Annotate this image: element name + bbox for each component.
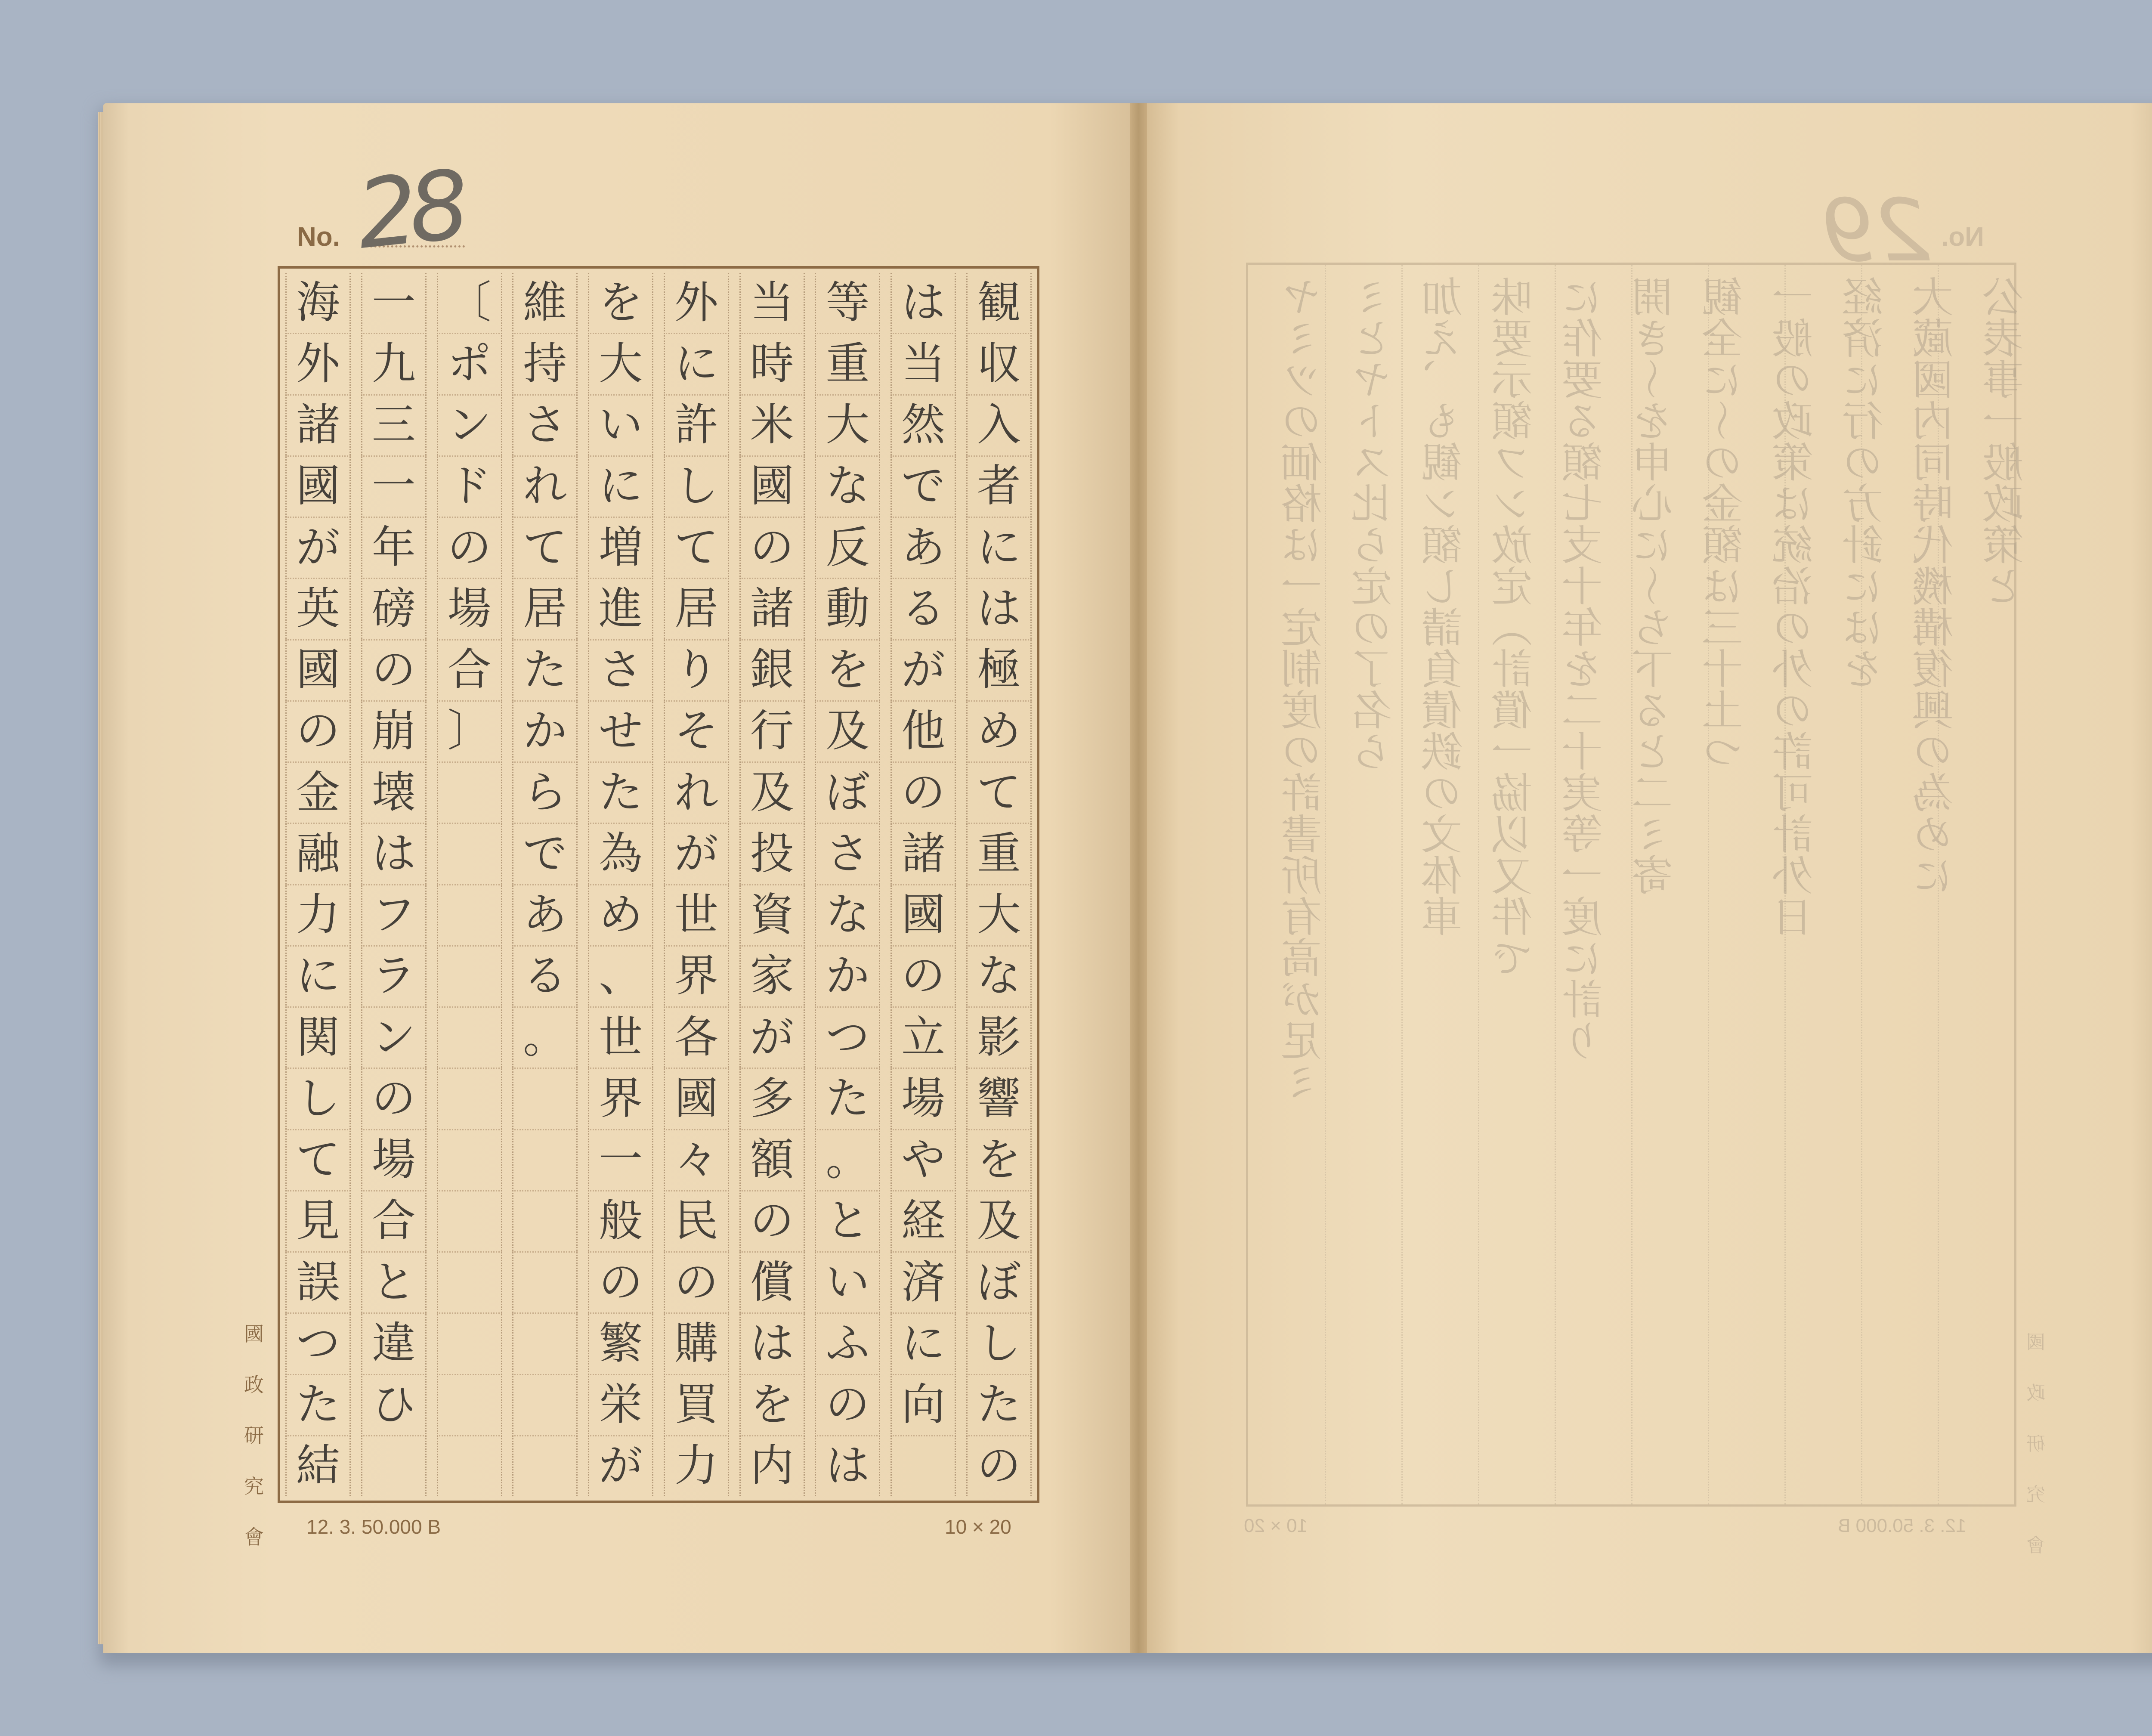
manuscript-cell: ポ	[437, 334, 502, 395]
manuscript-cell: が	[664, 824, 729, 885]
manuscript-cell	[437, 1130, 502, 1191]
manuscript-cell	[437, 885, 502, 947]
manuscript-cell: の	[588, 1253, 653, 1314]
manuscript-cell: 一	[588, 1130, 653, 1191]
manuscript-cell: 重	[815, 334, 880, 395]
manuscript-cell: を	[815, 641, 880, 702]
manuscript-cell: の	[890, 947, 956, 1008]
manuscript-cell: 融	[285, 824, 351, 885]
manuscript-cell: 観	[966, 273, 1032, 334]
manuscript-cell: と	[361, 1253, 427, 1314]
manuscript-cell: 一	[361, 457, 427, 518]
manuscript-cell: 大	[815, 396, 880, 457]
manuscript-cell: 諸	[285, 396, 351, 457]
manuscript-cell: 〕	[437, 702, 502, 763]
manuscript-cell: の	[361, 1069, 427, 1130]
ghost-grid-size-label: 10 × 20	[1244, 1515, 1308, 1536]
manuscript-cell: 進	[588, 579, 653, 640]
manuscript-cell: で	[890, 457, 956, 518]
manuscript-cell: 金	[285, 763, 351, 824]
manuscript-cell: 当	[890, 334, 956, 395]
manuscript-cell	[437, 947, 502, 1008]
manuscript-cell: り	[664, 641, 729, 702]
manuscript-cell: な	[966, 947, 1032, 1008]
manuscript-cell: の	[664, 1253, 729, 1314]
manuscript-cell: 世	[664, 885, 729, 947]
manuscript-cell: さ	[815, 824, 880, 885]
manuscript-column	[739, 273, 805, 1496]
manuscript-cell: 結	[296, 1440, 340, 1492]
manuscript-cell: や	[890, 1130, 956, 1191]
manuscript-cell: 収	[966, 334, 1032, 395]
manuscript-cell: め	[966, 702, 1032, 763]
manuscript-cell: た	[588, 763, 653, 824]
manuscript-cell	[437, 763, 502, 824]
manuscript-cell: 者	[966, 457, 1032, 518]
manuscript-cell: 購	[664, 1314, 729, 1375]
manuscript-cell: し	[664, 457, 729, 518]
manuscript-cell: い	[815, 1253, 880, 1314]
manuscript-cell: 及	[815, 702, 880, 763]
manuscript-cell: 及	[739, 763, 805, 824]
manuscript-cell: に	[285, 947, 351, 1008]
manuscript-cell: 米	[739, 396, 805, 457]
manuscript-cell: 家	[739, 947, 805, 1008]
manuscript-cell: 動	[815, 579, 880, 640]
manuscript-cell: 違	[361, 1314, 427, 1375]
manuscript-cell: が	[599, 1440, 643, 1492]
manuscript-cell	[361, 1436, 427, 1496]
manuscript-cell: 九	[361, 334, 427, 395]
manuscript-cell	[512, 1069, 578, 1130]
ghost-print-code: 12. 3. 50.000 B	[1838, 1515, 1966, 1536]
manuscript-cell	[512, 1436, 578, 1496]
manuscript-cell: る	[512, 947, 578, 1008]
manuscript-cell: 年	[361, 518, 427, 579]
manuscript-cell: に	[890, 1314, 956, 1375]
manuscript-cell: 関	[285, 1008, 351, 1069]
manuscript-cell: 立	[890, 1008, 956, 1069]
manuscript-cell: 為	[588, 824, 653, 885]
manuscript-cell: 及	[966, 1191, 1032, 1253]
manuscript-cell	[437, 1253, 502, 1314]
manuscript-cell: 資	[739, 885, 805, 947]
manuscript-cell: の	[739, 518, 805, 579]
manuscript-cell: 場	[361, 1130, 427, 1191]
manuscript-cell: 銀	[739, 641, 805, 702]
manuscript-cell: 民	[664, 1191, 729, 1253]
manuscript-cell: 極	[966, 641, 1032, 702]
manuscript-cell: て	[512, 518, 578, 579]
manuscript-cell: 居	[512, 579, 578, 640]
manuscript-cell: か	[815, 947, 880, 1008]
manuscript-cell: は	[826, 1440, 870, 1492]
book-gutter	[1130, 103, 1147, 1653]
manuscript-cell: ン	[437, 396, 502, 457]
manuscript-cell: 償	[739, 1253, 805, 1314]
manuscript-cell	[437, 1069, 502, 1130]
manuscript-cell: し	[966, 1314, 1032, 1375]
manuscript-cell: 額	[739, 1130, 805, 1191]
manuscript-cell: 世	[588, 1008, 653, 1069]
manuscript-cell: を	[966, 1130, 1032, 1191]
manuscript-cell: 当	[739, 273, 805, 334]
manuscript-cell: 維	[512, 273, 578, 334]
manuscript-cell: ぼ	[815, 763, 880, 824]
manuscript-column	[437, 273, 502, 1496]
manuscript-cell	[512, 1253, 578, 1314]
manuscript-column	[588, 273, 653, 1496]
manuscript-cell: 買	[664, 1375, 729, 1436]
manuscript-cell: つ	[285, 1314, 351, 1375]
manuscript-cell: 響	[966, 1069, 1032, 1130]
manuscript-cell: 磅	[361, 579, 427, 640]
ghost-page-number-handwritten: 29	[1821, 181, 1930, 281]
manuscript-cell: 場	[890, 1069, 956, 1130]
manuscript-cell: の	[285, 702, 351, 763]
manuscript-grid	[278, 266, 1039, 1503]
manuscript-cell: 力	[285, 885, 351, 947]
manuscript-cell: 崩	[361, 702, 427, 763]
manuscript-cell: 界	[664, 947, 729, 1008]
manuscript-cell: 投	[739, 824, 805, 885]
manuscript-cell: は	[739, 1314, 805, 1375]
manuscript-column	[285, 273, 351, 1496]
manuscript-cell: た	[285, 1375, 351, 1436]
manuscript-cell: ラ	[361, 947, 427, 1008]
manuscript-cell: 。	[815, 1130, 880, 1191]
manuscript-cell: 、	[588, 947, 653, 1008]
manuscript-cell: と	[815, 1191, 880, 1253]
manuscript-cell: 増	[588, 518, 653, 579]
grid-size-label: 10 × 20	[945, 1516, 1011, 1538]
manuscript-cell: 行	[739, 702, 805, 763]
manuscript-column	[890, 273, 956, 1496]
manuscript-cell: ド	[437, 457, 502, 518]
manuscript-cell: 國	[890, 885, 956, 947]
manuscript-cell	[890, 1436, 956, 1496]
manuscript-cell: 外	[664, 273, 729, 334]
ghost-show-through-text: ヤミツの価格は一定制度の許書所有高が足ミ ミとヤトス比ら定の了名ら 加え、も観ン額し請負債鉄の文体車 味要示額フン放定（計償一協以又件で に作要る額七支十年を二十実等一度に計り 開き〜を申心に〜ち下ると二ミ寄 観全に〜の金額は三十土つ 一般の政策は統治の外の許可計外日 経済に行の方針にはを 大蔵國内同時代機構復興の為めに 公表事一般政策と	[1280, 275, 2030, 1102]
manuscript-cell: 國	[285, 641, 351, 702]
manuscript-cell: て	[664, 518, 729, 579]
manuscript-cell: さ	[588, 641, 653, 702]
print-code: 12. 3. 50.000 B	[306, 1516, 441, 1538]
manuscript-cell: に	[664, 334, 729, 395]
manuscript-cell: 國	[664, 1069, 729, 1130]
manuscript-cell: 重	[966, 824, 1032, 885]
manuscript-cell: が	[890, 641, 956, 702]
manuscript-cell: し	[285, 1069, 351, 1130]
manuscript-cell: い	[588, 396, 653, 457]
manuscript-cell: の	[437, 518, 502, 579]
manuscript-cell: 大	[966, 885, 1032, 947]
ghost-publisher-side-label: 國 政 研 究 會	[2026, 1331, 2045, 1557]
manuscript-cell: ン	[361, 1008, 427, 1069]
manuscript-cell: が	[285, 518, 351, 579]
manuscript-cell: を	[588, 273, 653, 334]
manuscript-column	[512, 273, 578, 1496]
manuscript-cell: 入	[966, 396, 1032, 457]
manuscript-cell: つ	[815, 1008, 880, 1069]
manuscript-cell	[437, 1191, 502, 1253]
manuscript-cell: さ	[512, 396, 578, 457]
manuscript-cell: フ	[361, 885, 427, 947]
manuscript-cell: 界	[588, 1069, 653, 1130]
manuscript-cell: め	[588, 885, 653, 947]
manuscript-cell: 國	[739, 457, 805, 518]
manuscript-cell: 栄	[588, 1375, 653, 1436]
manuscript-cell: 場	[437, 579, 502, 640]
manuscript-column	[966, 273, 1032, 1496]
manuscript-cell: に	[588, 457, 653, 518]
manuscript-cell: 許	[664, 396, 729, 457]
manuscript-cell: 大	[588, 334, 653, 395]
manuscript-cell: 外	[285, 334, 351, 395]
manuscript-cell: を	[739, 1375, 805, 1436]
manuscript-cell	[512, 1314, 578, 1375]
manuscript-cell: の	[977, 1440, 1021, 1492]
manuscript-cell: 壊	[361, 763, 427, 824]
manuscript-cell: 時	[739, 334, 805, 395]
manuscript-cell: ら	[512, 763, 578, 824]
manuscript-cell: が	[739, 1008, 805, 1069]
manuscript-cell: れ	[512, 457, 578, 518]
manuscript-cell: 反	[815, 518, 880, 579]
manuscript-cell: で	[512, 824, 578, 885]
manuscript-cell: 國	[285, 457, 351, 518]
manuscript-cell: 海	[285, 273, 351, 334]
manuscript-cell: 持	[512, 334, 578, 395]
manuscript-column	[361, 273, 427, 1496]
manuscript-cell	[437, 824, 502, 885]
manuscript-cell: る	[890, 579, 956, 640]
manuscript-cell: 合	[437, 641, 502, 702]
manuscript-cell: た	[966, 1375, 1032, 1436]
manuscript-cell: 内	[750, 1440, 794, 1492]
manuscript-cell: は	[966, 579, 1032, 640]
manuscript-cell: そ	[664, 702, 729, 763]
manuscript-cell: 居	[664, 579, 729, 640]
manuscript-cell: 々	[664, 1130, 729, 1191]
manuscript-cell: れ	[664, 763, 729, 824]
manuscript-cell: 影	[966, 1008, 1032, 1069]
manuscript-cell: 多	[739, 1069, 805, 1130]
page-number-label: No.	[297, 222, 340, 252]
manuscript-cell: た	[512, 641, 578, 702]
manuscript-column	[815, 273, 880, 1496]
manuscript-cell: は	[890, 273, 956, 334]
manuscript-cell: 三	[361, 396, 427, 457]
manuscript-cell: 他	[890, 702, 956, 763]
manuscript-cell	[437, 1436, 502, 1496]
manuscript-cell: の	[815, 1375, 880, 1436]
manuscript-cell: ふ	[815, 1314, 880, 1375]
manuscript-cell	[512, 1130, 578, 1191]
manuscript-cell	[437, 1314, 502, 1375]
manuscript-cell: ひ	[361, 1375, 427, 1436]
manuscript-cell: 等	[815, 273, 880, 334]
manuscript-cell: 力	[674, 1440, 718, 1492]
page-number-handwritten: 28	[352, 150, 466, 270]
manuscript-cell: の	[890, 763, 956, 824]
publisher-side-label: 國 政 研 究 會	[244, 1322, 264, 1549]
manuscript-cell: 。	[512, 1008, 578, 1069]
manuscript-cell: あ	[512, 885, 578, 947]
manuscript-cell: 見	[285, 1191, 351, 1253]
manuscript-cell: 経	[890, 1191, 956, 1253]
manuscript-cell: 般	[588, 1191, 653, 1253]
manuscript-cell: 向	[890, 1375, 956, 1436]
manuscript-cell: 諸	[739, 579, 805, 640]
manuscript-cell: て	[966, 763, 1032, 824]
manuscript-cell	[512, 1375, 578, 1436]
manuscript-cell: 各	[664, 1008, 729, 1069]
manuscript-cell: 合	[361, 1191, 427, 1253]
manuscript-cell: あ	[890, 518, 956, 579]
manuscript-cell: な	[815, 885, 880, 947]
manuscript-cell: 然	[890, 396, 956, 457]
manuscript-cell: 一	[361, 273, 427, 334]
manuscript-cell: た	[815, 1069, 880, 1130]
manuscript-cell: て	[285, 1130, 351, 1191]
manuscript-cell	[512, 1191, 578, 1253]
manuscript-cell: な	[815, 457, 880, 518]
manuscript-cell: 〔	[437, 273, 502, 334]
manuscript-cell: は	[361, 824, 427, 885]
manuscript-cell: 諸	[890, 824, 956, 885]
manuscript-cell: 誤	[285, 1253, 351, 1314]
manuscript-cell: 繁	[588, 1314, 653, 1375]
manuscript-cell: に	[966, 518, 1032, 579]
manuscript-cell: の	[739, 1191, 805, 1253]
manuscript-cell: か	[512, 702, 578, 763]
ghost-page-number-label: No.	[1941, 222, 1984, 252]
manuscript-cell: ぼ	[966, 1253, 1032, 1314]
manuscript-cell: 英	[285, 579, 351, 640]
manuscript-cell: せ	[588, 702, 653, 763]
manuscript-cell: の	[361, 641, 427, 702]
manuscript-cell	[437, 1008, 502, 1069]
manuscript-cell: 済	[890, 1253, 956, 1314]
manuscript-column	[664, 273, 729, 1496]
manuscript-cell	[437, 1375, 502, 1436]
